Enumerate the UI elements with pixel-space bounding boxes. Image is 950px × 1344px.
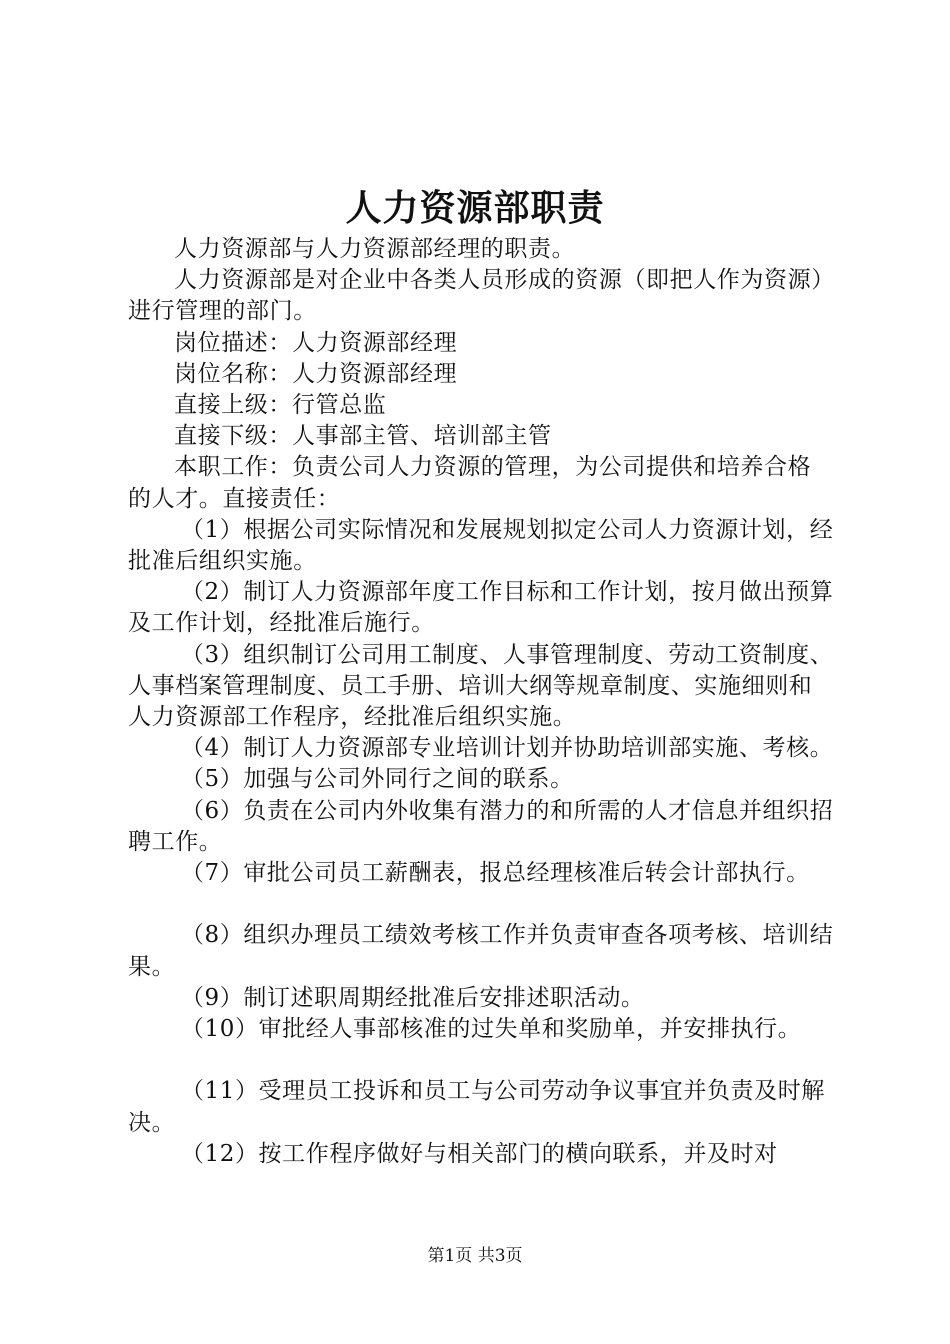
list-item: （7）审批公司员工薪酬表，报总经理核准后转会计部执行。 [180,860,810,887]
document-title: 人力资源部职责 [345,187,605,229]
list-item: （3）组织制订公司用工制度、人事管理制度、劳动工资制度、人事档案管理制度、员工手册、培训大纲等规章制度、实施细则和人力资源部工作程序，经批准后组织实施。 [128,641,834,731]
list-item: （8）组织办理员工绩效考核工作并负责审查各项考核、培训结果。 [128,922,834,980]
list-item: （1）根据公司实际情况和发展规划拟定公司人力资源计划，经批准后组织实施。 [128,516,834,575]
list-item: （9）制订述职周期经批准后安排述职活动。 [180,984,645,1011]
list-item: （6）负责在公司内外收集有潜力的和所需的人才信息并组织招聘工作。 [128,797,834,855]
blank-line [128,1045,834,1076]
paragraph: 人力资源部是对企业中各类人员形成的资源（即把人作为资源）进行管理的部门。 [128,267,824,325]
list-item: （2）制订人力资源部年度工作目标和工作计划，按月做出预算及工作计划，经批准后施行。 [128,579,834,637]
paragraph: 直接上级：行管总监 [174,392,387,419]
list-item: （5）加强与公司外同行之间的联系。 [180,766,574,793]
list-item: （12）按工作程序做好与相关部门的横向联系，并及时对 [180,1140,778,1167]
page-footer: 第1页 共3页 [427,1246,523,1266]
list-item: （4）制订人力资源部专业培训计划并协助培训部实施、考核。 [180,735,834,762]
paragraph: 岗位名称：人力资源部经理 [174,360,458,387]
list-item: （10）审批经人事部核准的过失单和奖励单，并安排执行。 [180,1016,802,1043]
paragraph: 岗位描述：人力资源部经理 [174,329,458,356]
paragraph: 人力资源部与人力资源部经理的职责。 [174,236,576,262]
paragraph: 直接下级：人事部主管、培训部主管 [174,423,552,450]
paragraph: 本职工作：负责公司人力资源的管理，为公司提供和培养合格的人才。直接责任： [128,454,812,512]
list-item: （11）受理员工投诉和员工与公司劳动争议事宜并负责及时解决。 [128,1078,825,1136]
document-body [128,234,834,1170]
blank-line [128,889,834,920]
